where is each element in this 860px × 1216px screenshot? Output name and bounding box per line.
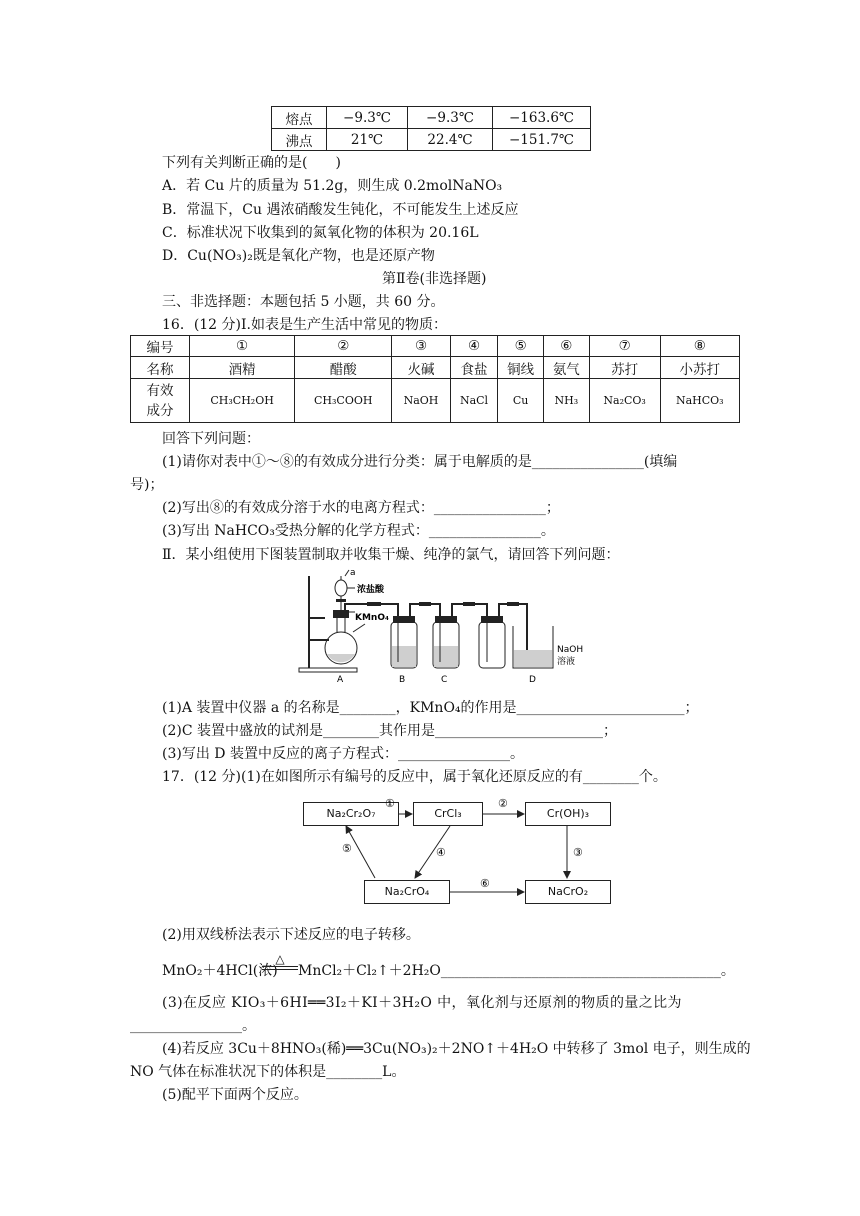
equation-condition: △: [275, 952, 285, 966]
table-cell: −163.6℃: [493, 107, 591, 129]
table-cell: 熔点: [272, 107, 327, 129]
stand-base: [299, 668, 357, 672]
top-property-table: [271, 106, 591, 151]
table-row: [272, 129, 591, 151]
table-cell: ①: [190, 336, 295, 357]
arrow-label-2: ②: [498, 797, 508, 810]
table-cell: −9.3℃: [408, 107, 493, 129]
arrow-label-3: ③: [573, 846, 583, 859]
q16-2: (2)写出⑧的有效成分溶于水的电离方程式：________________；: [162, 500, 560, 516]
box-nacro2: NaCrO₂: [525, 880, 611, 904]
table-cell: ③: [392, 336, 450, 357]
equation-left: MnO₂＋4HCl(浓): [162, 963, 278, 979]
question-stem: 下列有关判断正确的是( ): [162, 155, 341, 171]
q17-3-line1: (3)在反应 KIO₃＋6HI══3I₂＋KI＋3H₂O 中，氧化剂与还原剂的物质的量之比为: [162, 995, 682, 1011]
table-cell: 酒精: [190, 357, 295, 379]
table-cell: 醋酸: [295, 357, 392, 379]
arrow-label-6: ⑥: [480, 877, 490, 890]
letter-c: C: [441, 675, 448, 685]
table-cell: ⑦: [589, 336, 660, 357]
table-cell: 21℃: [327, 129, 408, 151]
table-cell: CH₃COOH: [295, 379, 392, 423]
equation-sign: [262, 966, 298, 970]
section-intro: 三、非选择题：本题包括 5 小题，共 60 分。: [162, 294, 445, 310]
table-cell: 氨气: [543, 357, 589, 379]
option-c: C．标准状况下收集到的氮氧化物的体积为 20.16L: [162, 225, 479, 241]
option-b: B．常温下，Cu 遇浓硝酸发生钝化，不可能发生上述反应: [162, 202, 519, 218]
table-cell: NaCl: [450, 379, 498, 423]
substance-table: [130, 335, 740, 423]
part2-q3: (3)写出 D 装置中反应的离子方程式：________________。: [162, 746, 524, 762]
row-label: 有效成分: [131, 379, 190, 423]
table-cell: Cu: [498, 379, 544, 423]
table-cell: 苏打: [589, 357, 660, 379]
table-row: [131, 357, 740, 379]
q16-1-line2: 号)；: [130, 477, 164, 493]
table-cell: ⑤: [498, 336, 544, 357]
box-na2cro4: Na₂CrO₄: [364, 880, 450, 904]
table-cell: CH₃CH₂OH: [190, 379, 295, 423]
q17-5: (5)配平下面两个反应。: [162, 1087, 308, 1103]
part2-q1: (1)A 装置中仪器 a 的名称是________，KMnO₄的作用是________________________；: [162, 700, 699, 716]
table-cell: −151.7℃: [493, 129, 591, 151]
part2-intro: Ⅱ．某小组使用下图装置制取并收集干燥、纯净的氯气，请回答下列问题：: [162, 547, 620, 563]
table-cell: NaOH: [392, 379, 450, 423]
collection-bottle: [479, 622, 505, 668]
letter-b: B: [399, 675, 406, 685]
section-title: 第Ⅱ卷(非选择题): [382, 271, 487, 287]
letter-a: A: [337, 675, 344, 685]
box-na2cr2o7: Na₂Cr₂O₇: [303, 802, 399, 826]
table-cell: ⑥: [543, 336, 589, 357]
table-cell: 小苏打: [660, 357, 739, 379]
separatory-funnel: [335, 580, 347, 596]
table-row: [131, 336, 740, 357]
table-cell: −9.3℃: [327, 107, 408, 129]
row-label: 名称: [131, 357, 190, 379]
reaction-arrows: [290, 790, 630, 920]
row-label: 编号: [131, 336, 190, 357]
arrow-label-5: ⑤: [342, 842, 352, 855]
label-solution: 溶液: [557, 657, 576, 667]
table-cell: Na₂CO₃: [589, 379, 660, 423]
label-naoh: NaOH: [557, 645, 584, 655]
table-row: [131, 379, 740, 423]
letter-d: D: [529, 675, 536, 685]
arrow-label-1: ①: [385, 797, 395, 810]
table-cell: NH₃: [543, 379, 589, 423]
answer-intro: 回答下列问题：: [162, 431, 260, 447]
question-17-header: 17．(12 分)(1)在如图所示有编号的反应中，属于氧化还原反应的有________个。: [162, 769, 667, 785]
table-cell: NaHCO₃: [660, 379, 739, 423]
equation-right: MnCl₂＋Cl₂↑＋2H₂O________________________________________。: [298, 963, 735, 979]
question-16-header: 16．(12 分)Ⅰ.如表是生产生活中常见的物质：: [162, 317, 447, 333]
label-kmno4: KMnO₄: [355, 613, 389, 623]
option-a: A．若 Cu 片的质量为 51.2g，则生成 0.2molNaNO₃: [162, 178, 503, 194]
table-cell: ④: [450, 336, 498, 357]
q16-1-line1: (1)请你对表中①～⑧的有效成分进行分类：属于电解质的是________________(填编: [162, 454, 678, 470]
box-croh3: Cr(OH)₃: [525, 802, 611, 826]
table-cell: 22.4℃: [408, 129, 493, 151]
q16-3: (3)写出 NaHCO₃受热分解的化学方程式：________________。: [162, 523, 555, 539]
part2-q2: (2)C 装置中盛放的试剂是________其作用是________________________；: [162, 723, 617, 739]
table-cell: 沸点: [272, 129, 327, 151]
label-hcl: 浓盐酸: [357, 585, 385, 595]
table-row: [272, 107, 591, 129]
table-cell: ②: [295, 336, 392, 357]
table-cell: ⑧: [660, 336, 739, 357]
option-d: D．Cu(NO₃)₂既是氧化产物，也是还原产物: [162, 248, 435, 264]
table-cell: 食盐: [450, 357, 498, 379]
box-crcl3: CrCl₃: [413, 802, 483, 826]
apparatus-diagram: [295, 566, 595, 686]
q17-3-line2: ________________。: [130, 1018, 256, 1034]
label-a: a: [350, 568, 356, 578]
table-cell: 火碱: [392, 357, 450, 379]
q17-4-line1: (4)若反应 3Cu＋8HNO₃(稀)══3Cu(NO₃)₂＋2NO↑＋4H₂O 中转移了 3mol 电子，则生成的: [162, 1041, 751, 1057]
table-cell: 铜线: [498, 357, 544, 379]
q17-4-line2: NO 气体在标准状况下的体积是________L。: [130, 1064, 406, 1080]
arrow-label-4: ④: [436, 846, 446, 859]
q17-2: (2)用双线桥法表示下述反应的电子转移。: [162, 927, 420, 943]
